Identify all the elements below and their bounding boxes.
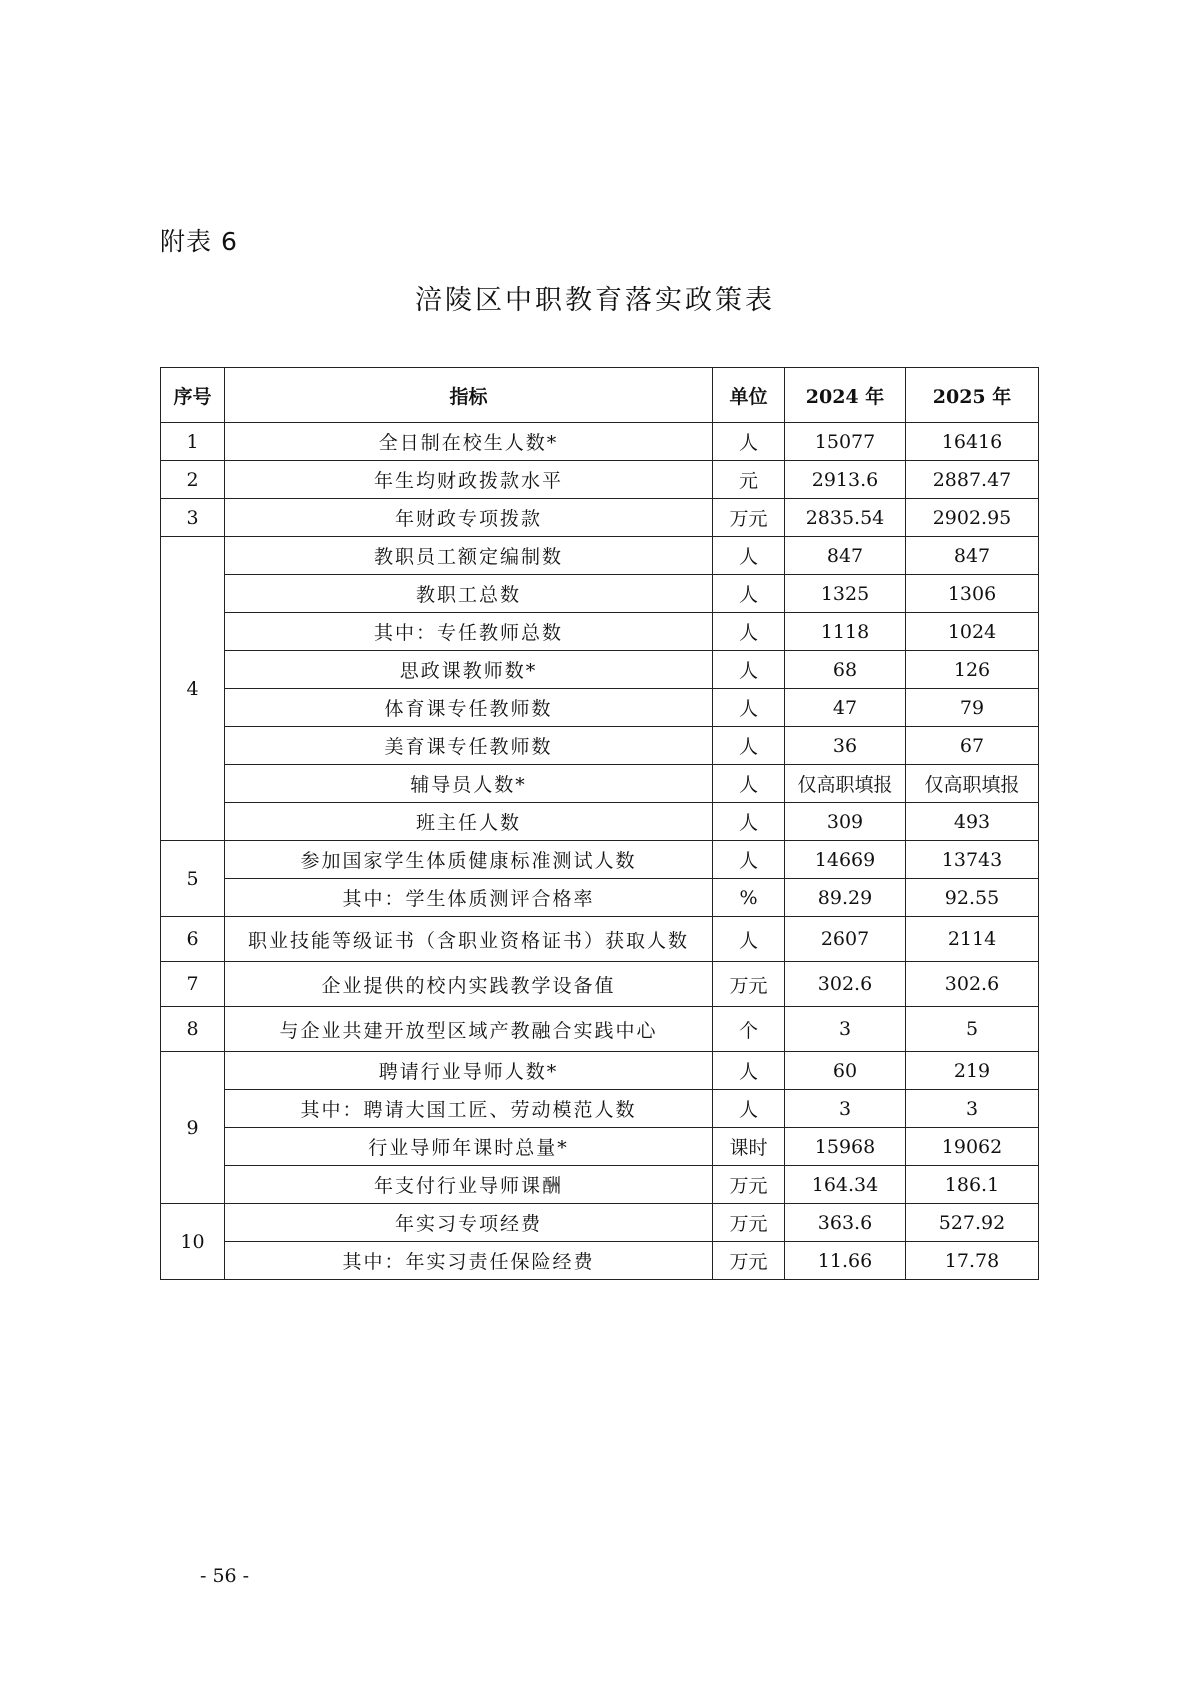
value-2024-cell: 3	[785, 1007, 906, 1052]
value-2025-cell: 2114	[906, 917, 1039, 962]
value-2024-cell: 3	[785, 1090, 906, 1128]
value-2024-cell: 2835.54	[785, 499, 906, 537]
value-2024-cell: 36	[785, 727, 906, 765]
value-2024-cell: 15077	[785, 423, 906, 461]
table-row	[161, 1166, 1039, 1204]
unit-cell: 万元	[713, 499, 785, 537]
unit-cell: 万元	[713, 1242, 785, 1280]
unit-cell: 人	[713, 689, 785, 727]
value-2024-cell: 仅高职填报	[785, 765, 906, 803]
unit-cell: 元	[713, 461, 785, 499]
value-2025-cell: 1024	[906, 613, 1039, 651]
unit-cell: 个	[713, 1007, 785, 1052]
indicator-cell: 班主任人数	[225, 803, 713, 841]
indicator-cell: 年财政专项拨款	[225, 499, 713, 537]
unit-cell: 课时	[713, 1128, 785, 1166]
indicator-cell: 年支付行业导师课酬	[225, 1166, 713, 1204]
unit-cell: 人	[713, 1052, 785, 1090]
indicator-cell: 参加国家学生体质健康标准测试人数	[225, 841, 713, 879]
value-2024-cell: 1325	[785, 575, 906, 613]
value-2024-cell: 302.6	[785, 962, 906, 1007]
indicator-cell: 辅导员人数*	[225, 765, 713, 803]
unit-cell: 人	[713, 537, 785, 575]
table-row	[161, 651, 1039, 689]
unit-cell: 人	[713, 727, 785, 765]
table-row	[161, 765, 1039, 803]
value-2024-cell: 2913.6	[785, 461, 906, 499]
indicator-cell: 其中：专任教师总数	[225, 613, 713, 651]
value-2025-cell: 13743	[906, 841, 1039, 879]
value-2024-cell: 1118	[785, 613, 906, 651]
seq-cell: 9	[161, 1052, 225, 1204]
value-2025-cell: 79	[906, 689, 1039, 727]
unit-cell: 人	[713, 423, 785, 461]
seq-cell: 10	[161, 1204, 225, 1280]
unit-cell: 人	[713, 613, 785, 651]
table-row	[161, 499, 1039, 537]
header-unit: 单位	[713, 368, 785, 423]
value-2024-cell: 847	[785, 537, 906, 575]
unit-cell: 人	[713, 803, 785, 841]
unit-cell: 万元	[713, 1166, 785, 1204]
table-row	[161, 962, 1039, 1007]
value-2024-cell: 15968	[785, 1128, 906, 1166]
unit-cell: %	[713, 879, 785, 917]
indicator-cell: 全日制在校生人数*	[225, 423, 713, 461]
unit-cell: 人	[713, 917, 785, 962]
table-row	[161, 1242, 1039, 1280]
indicator-cell: 年实习专项经费	[225, 1204, 713, 1242]
value-2025-cell: 仅高职填报	[906, 765, 1039, 803]
unit-cell: 人	[713, 1090, 785, 1128]
unit-cell: 人	[713, 575, 785, 613]
seq-cell: 7	[161, 962, 225, 1007]
table-row	[161, 1007, 1039, 1052]
table-row	[161, 689, 1039, 727]
table-row	[161, 727, 1039, 765]
header-2024: 2024 年	[785, 368, 906, 423]
value-2024-cell: 68	[785, 651, 906, 689]
seq-cell: 4	[161, 537, 225, 841]
value-2025-cell: 16416	[906, 423, 1039, 461]
table-row	[161, 803, 1039, 841]
indicator-cell: 教职员工额定编制数	[225, 537, 713, 575]
seq-cell: 5	[161, 841, 225, 917]
value-2025-cell: 186.1	[906, 1166, 1039, 1204]
value-2025-cell: 92.55	[906, 879, 1039, 917]
appendix-label: 附表 6	[160, 227, 238, 256]
seq-cell: 6	[161, 917, 225, 962]
table-row	[161, 423, 1039, 461]
value-2025-cell: 527.92	[906, 1204, 1039, 1242]
unit-cell: 人	[713, 765, 785, 803]
value-2025-cell: 67	[906, 727, 1039, 765]
value-2024-cell: 47	[785, 689, 906, 727]
page-number: - 56 -	[200, 1565, 250, 1587]
value-2025-cell: 126	[906, 651, 1039, 689]
value-2024-cell: 2607	[785, 917, 906, 962]
indicator-cell: 行业导师年课时总量*	[225, 1128, 713, 1166]
value-2025-cell: 219	[906, 1052, 1039, 1090]
table-row	[161, 537, 1039, 575]
table-row	[161, 1204, 1039, 1242]
policy-table	[160, 367, 1039, 1280]
unit-cell: 人	[713, 651, 785, 689]
value-2024-cell: 363.6	[785, 1204, 906, 1242]
header-2025: 2025 年	[906, 368, 1039, 423]
value-2025-cell: 3	[906, 1090, 1039, 1128]
value-2024-cell: 164.34	[785, 1166, 906, 1204]
indicator-cell: 与企业共建开放型区域产教融合实践中心	[225, 1007, 713, 1052]
value-2024-cell: 60	[785, 1052, 906, 1090]
indicator-cell: 其中：聘请大国工匠、劳动模范人数	[225, 1090, 713, 1128]
seq-cell: 3	[161, 499, 225, 537]
value-2024-cell: 14669	[785, 841, 906, 879]
seq-cell: 1	[161, 423, 225, 461]
seq-cell: 8	[161, 1007, 225, 1052]
table-header-row	[161, 368, 1039, 423]
table-row	[161, 879, 1039, 917]
indicator-cell: 体育课专任教师数	[225, 689, 713, 727]
table-row	[161, 841, 1039, 879]
header-seq: 序号	[161, 368, 225, 423]
table-row	[161, 917, 1039, 962]
indicator-cell: 美育课专任教师数	[225, 727, 713, 765]
value-2024-cell: 309	[785, 803, 906, 841]
value-2024-cell: 89.29	[785, 879, 906, 917]
value-2025-cell: 19062	[906, 1128, 1039, 1166]
value-2025-cell: 5	[906, 1007, 1039, 1052]
value-2025-cell: 2887.47	[906, 461, 1039, 499]
page-title: 涪陵区中职教育落实政策表	[415, 285, 775, 316]
header-indicator: 指标	[225, 368, 713, 423]
table-row	[161, 1052, 1039, 1090]
value-2025-cell: 847	[906, 537, 1039, 575]
value-2025-cell: 302.6	[906, 962, 1039, 1007]
unit-cell: 万元	[713, 962, 785, 1007]
indicator-cell: 职业技能等级证书（含职业资格证书）获取人数	[225, 917, 713, 962]
indicator-cell: 其中：学生体质测评合格率	[225, 879, 713, 917]
indicator-cell: 聘请行业导师人数*	[225, 1052, 713, 1090]
table-row	[161, 575, 1039, 613]
table-row	[161, 1090, 1039, 1128]
table-row	[161, 613, 1039, 651]
unit-cell: 万元	[713, 1204, 785, 1242]
value-2025-cell: 1306	[906, 575, 1039, 613]
indicator-cell: 教职工总数	[225, 575, 713, 613]
seq-cell: 2	[161, 461, 225, 499]
value-2025-cell: 2902.95	[906, 499, 1039, 537]
indicator-cell: 思政课教师数*	[225, 651, 713, 689]
indicator-cell: 企业提供的校内实践教学设备值	[225, 962, 713, 1007]
value-2024-cell: 11.66	[785, 1242, 906, 1280]
indicator-cell: 其中：年实习责任保险经费	[225, 1242, 713, 1280]
table-body	[161, 423, 1039, 1280]
table-row	[161, 1128, 1039, 1166]
value-2025-cell: 17.78	[906, 1242, 1039, 1280]
table-row	[161, 461, 1039, 499]
value-2025-cell: 493	[906, 803, 1039, 841]
indicator-cell: 年生均财政拨款水平	[225, 461, 713, 499]
unit-cell: 人	[713, 841, 785, 879]
